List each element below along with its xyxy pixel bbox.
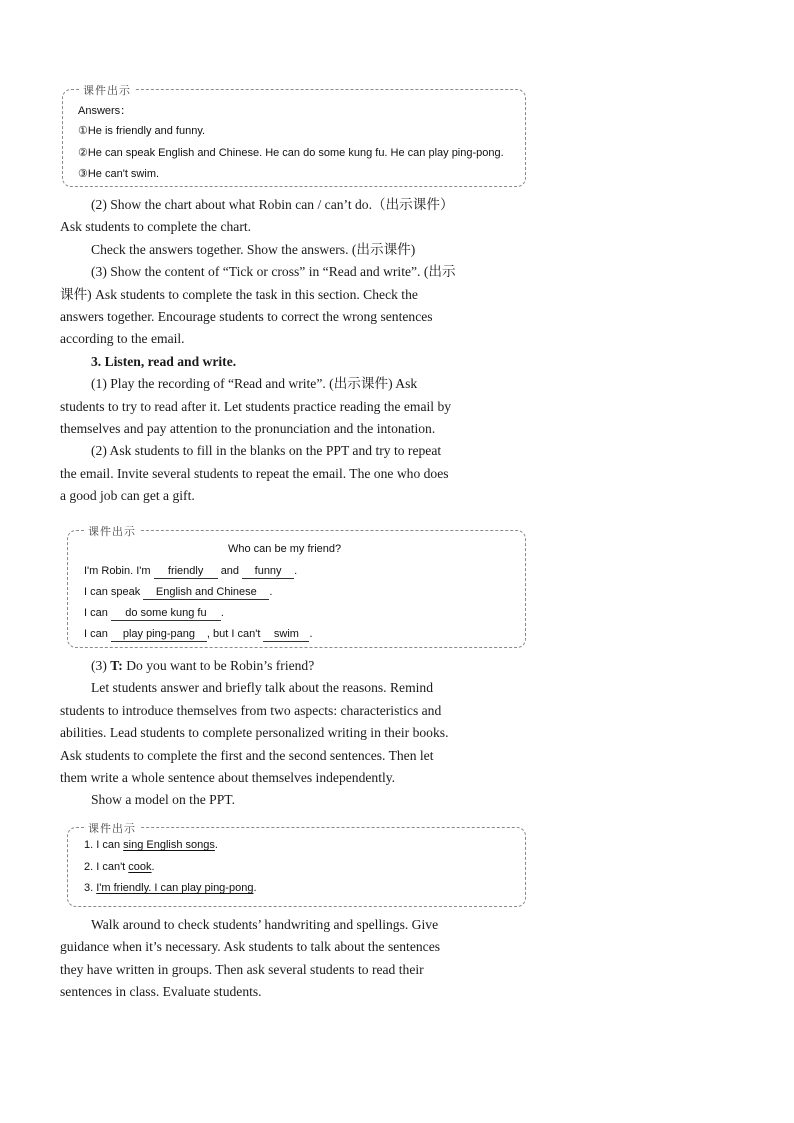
- model-answer: cook: [128, 861, 152, 873]
- para-line: (1) Play the recording of “Read and write”. (出示课件) Ask: [91, 376, 418, 392]
- blank-answer: friendly: [154, 565, 218, 579]
- para-line: (3) Show the content of “Tick or cross” in “Read and write”. (出示: [91, 264, 456, 280]
- para-line: according to the email.: [60, 331, 185, 347]
- para-line: students to try to read after it. Let students practice reading the email by: [60, 398, 452, 414]
- para-line: Check the answers together. Show the answers. (出示课件): [91, 241, 416, 257]
- courseware-box-answers: [62, 84, 526, 187]
- blank-answer: swim: [263, 628, 309, 642]
- para-line: (2) Ask students to fill in the blanks on the PPT and try to repeat: [91, 443, 442, 459]
- fill-line-2: I can speak English and Chinese .: [84, 586, 273, 598]
- courseware-box-model: [67, 822, 526, 907]
- para-line: the email. Invite several students to repeat the email. The one who does: [60, 465, 449, 481]
- para-line: themselves and pay attention to the pronunciation and the intonation.: [60, 421, 436, 437]
- blank-answer: play ping-pang: [111, 628, 207, 642]
- procedure-block-1: [60, 194, 522, 508]
- para-line: Ask students to complete the chart.: [60, 219, 252, 235]
- answers-title: Answers：: [78, 105, 132, 117]
- para-line: 课件) Ask students to complete the task in this section. Check the: [60, 286, 418, 302]
- courseware-label: 课件出示: [84, 820, 140, 836]
- fill-line-3: I can do some kung fu .: [84, 607, 224, 619]
- model-answer: sing English songs: [123, 839, 215, 851]
- question-line: (3) T: Do you want to be Robin’s friend?: [91, 658, 315, 673]
- procedure-block-2: [60, 655, 522, 812]
- model-answer: I'm friendly. I can play ping-pong: [96, 882, 254, 894]
- courseware-label: 课件出示: [79, 82, 135, 98]
- answer-item-2: ②He can speak English and Chinese. He can do some kung fu. He can play ping-pong.: [78, 147, 504, 159]
- courseware-label: 课件出示: [84, 523, 140, 539]
- blank-answer: do some kung fu: [111, 607, 221, 621]
- exercise-title: Who can be my friend?: [228, 543, 342, 555]
- para-line: guidance when it’s necessary. Ask students to talk about the sentences: [60, 939, 441, 955]
- para-line: (2) Show the chart about what Robin can / can’t do.（出示课件）: [91, 197, 454, 212]
- para-line: Show a model on the PPT.: [91, 792, 235, 808]
- para-line: abilities. Lead students to complete personalized writing in their books.: [60, 725, 449, 741]
- para-line: students to introduce themselves from two aspects: characteristics and: [60, 702, 442, 718]
- para-line: sentences in class. Evaluate students.: [60, 984, 262, 1000]
- courseware-box-fill-blanks: [67, 525, 526, 648]
- model-sentence-3: 3. I'm friendly. I can play ping-pong.: [84, 882, 257, 894]
- fill-line-4: I can play ping-pang , but I can't swim .: [84, 628, 313, 640]
- para-line: a good job can get a gift.: [60, 488, 195, 504]
- answer-item-1: ①He is friendly and funny.: [78, 125, 206, 137]
- model-sentence-1: 1. I can sing English songs.: [84, 839, 218, 851]
- para-line: them write a whole sentence about themselves independently.: [60, 770, 396, 786]
- procedure-block-3: [60, 914, 522, 1004]
- para-line: answers together. Encourage students to correct the wrong sentences: [60, 309, 433, 325]
- blank-answer: funny: [242, 565, 294, 579]
- fill-line-1: I'm Robin. I'm friendly and funny .: [84, 565, 298, 577]
- para-line: Walk around to check students’ handwriting and spellings. Give: [91, 917, 439, 932]
- section-heading: 3. Listen, read and write.: [91, 353, 237, 369]
- para-line: Ask students to complete the first and the second sentences. Then let: [60, 747, 434, 763]
- model-sentence-2: 2. I can't cook.: [84, 861, 155, 873]
- para-line: they have written in groups. Then ask several students to read their: [60, 961, 424, 977]
- para-line: Let students answer and briefly talk about the reasons. Remind: [91, 680, 434, 696]
- answer-item-3: ③He can't swim.: [78, 168, 160, 180]
- blank-answer: English and Chinese: [143, 586, 269, 600]
